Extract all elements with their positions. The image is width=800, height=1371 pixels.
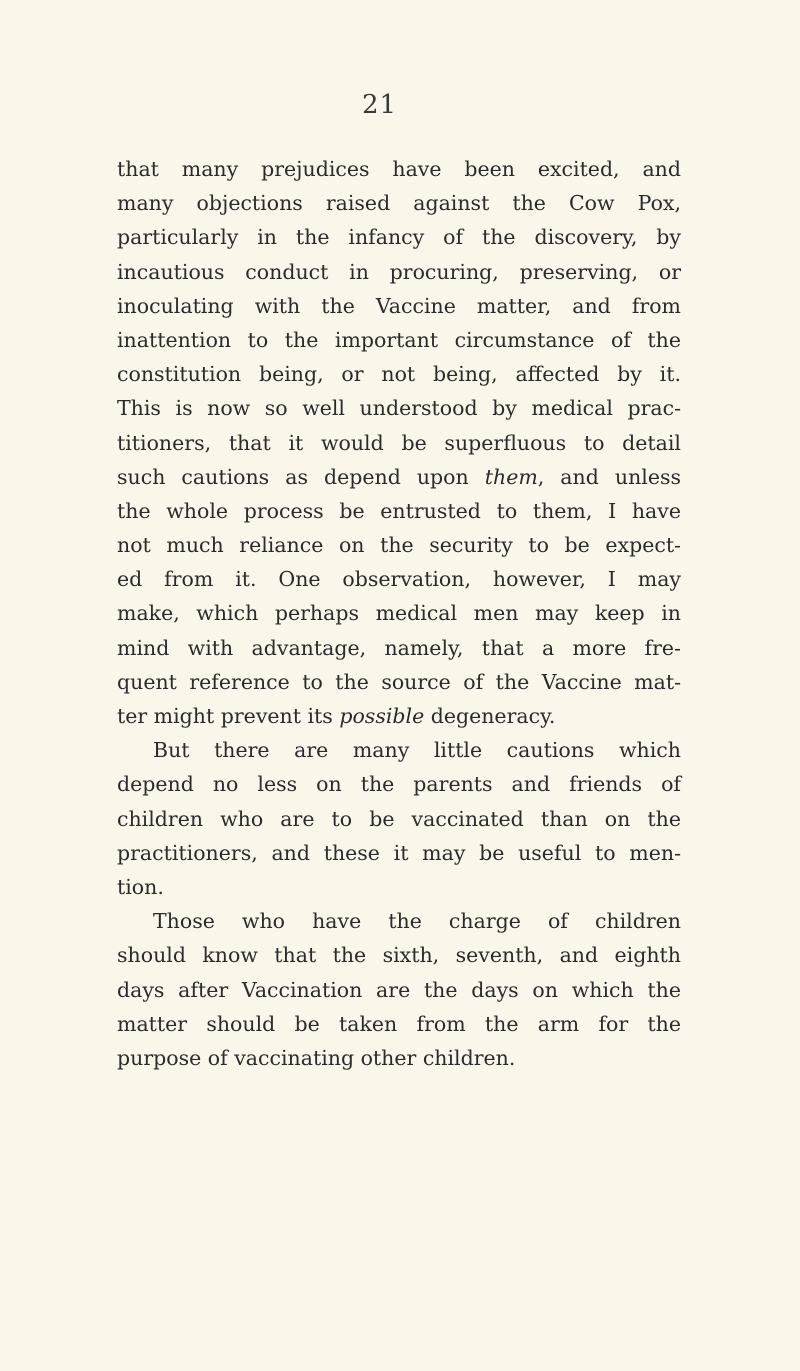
text-line [117,426,681,460]
text-line [117,460,681,494]
line-text: titioners, that it would be superfluous to detail [117,430,681,455]
line-text: Those who have the charge of children [153,909,681,934]
line-text: make, which perhaps medical men may keep in [117,601,681,626]
text-line [117,631,681,665]
line-text: ed from it. One observation, however, I may [117,567,681,592]
text-line [117,596,681,630]
line-text: many objections raised against the Cow Pox, [117,191,681,216]
text-line [117,562,681,596]
line-text: inattention to the important circumstance of the [117,327,681,352]
line-text: matter should be taken from the arm for the [117,1011,681,1036]
line-text: This is now so well understood by medical prac- [117,396,681,421]
text-line [117,938,681,972]
text-line [117,767,681,801]
page-number: 21 [362,90,398,120]
text-line [117,836,681,870]
line-text: , and unless [537,464,682,489]
line-text: not much reliance on the security to be expect- [117,533,681,558]
text-line [117,391,681,425]
line-text: incautious conduct in procuring, preserving, or [117,259,681,284]
text-line [117,802,681,836]
line-text: ter might prevent its [117,704,340,728]
line-text: children who are to be vaccinated than on the [117,806,681,831]
text-line [117,870,681,904]
text-line [117,357,681,391]
line-text: But there are many little cautions which [153,738,681,763]
body-text [117,152,681,1075]
text-line [117,255,681,289]
italic-text: them [484,464,538,489]
text-line [117,699,681,733]
text-line [117,528,681,562]
line-text: purpose of vaccinating other children. [117,1045,516,1070]
line-text: quent reference to the source of the Vaccine mat- [117,669,681,694]
text-line [117,289,681,323]
line-text: inoculating with the Vaccine matter, and from [117,293,681,318]
text-line [117,186,681,220]
italic-text: possible [339,704,425,728]
text-line [117,1041,681,1075]
line-text: that many prejudices have been excited, and [117,157,681,181]
line-text: depend no less on the parents and friends of [117,772,681,797]
text-line [117,152,681,186]
line-text: such cautions as depend upon [117,464,485,489]
line-text: degeneracy. [424,704,556,728]
text-line [117,733,681,767]
text-line [117,323,681,357]
text-line [117,665,681,699]
line-text: practitioners, and these it may be useful to men- [117,840,681,865]
text-line [117,973,681,1007]
line-text: the whole process be entrusted to them, I have [117,498,681,523]
line-text: should know that the sixth, seventh, and eighth [117,943,681,968]
text-line [117,904,681,938]
line-text: constitution being, or not being, affected by it. [117,362,681,387]
line-text: particularly in the infancy of the discovery, by [117,225,681,250]
text-line [117,494,681,528]
text-line [117,220,681,254]
line-text: days after Vaccination are the days on which the [117,977,681,1002]
line-text: tion. [117,874,164,899]
line-text: mind with advantage, namely, that a more fre- [117,635,681,660]
text-line [117,1007,681,1041]
